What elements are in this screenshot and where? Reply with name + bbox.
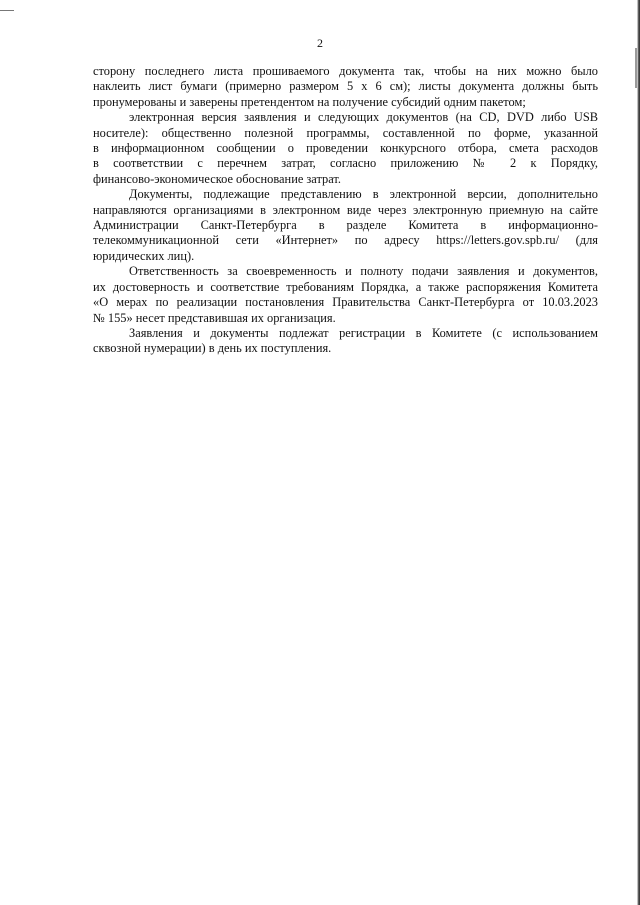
text-line: телекоммуникационной сети «Интернет» по адресу https://letters.gov.spb.ru/ (для [93, 233, 598, 248]
text-line: электронная версия заявления и следующих документов (на CD, DVD либо USB [129, 110, 598, 125]
text-line: сквозной нумерации) в день их поступления. [93, 341, 332, 356]
text-line: финансово-экономическое обоснование затрат. [93, 171, 342, 186]
paragraph-electronic-version [93, 110, 598, 187]
text-line: юридических лиц). [93, 248, 195, 263]
paragraph-online-submission [93, 187, 598, 264]
scan-artifact-mark [635, 48, 637, 88]
text-line: наклеить лист бумаги (примерно размером 5 х 6 см); листы документа должны быть [93, 79, 598, 94]
page-number: 2 [317, 36, 323, 50]
paragraph-responsibility [93, 264, 598, 326]
text-line: их достоверность и соответствие требованиям Порядка, а также распоряжения Комитета [93, 279, 598, 294]
text-line: «О мерах по реализации постановления Правительства Санкт-Петербурга от 10.03.2023 [93, 295, 598, 310]
text-line: Администрации Санкт-Петербурга в разделе Комитета в информационно- [93, 218, 598, 233]
text-line: Документы, подлежащие представлению в электронной версии, дополнительно [129, 187, 598, 202]
paragraph-registration [93, 326, 598, 357]
text-line: Ответственность за своевременность и полноту подачи заявления и документов, [129, 264, 598, 279]
text-line: № 155» несет представившая их организация. [93, 310, 336, 325]
text-line: Заявления и документы подлежат регистрации в Комитете (с использованием [129, 325, 598, 340]
text-line: пронумерованы и заверены претендентом на получение субсидий одним пакетом; [93, 94, 526, 109]
text-line: в информационном сообщении о проведении конкурсного отбора, смета расходов [93, 141, 598, 156]
text-line: сторону последнего листа прошиваемого документа так, чтобы на них можно было [93, 64, 598, 78]
text-line: направляются организациями в электронном виде через электронную приемную на сайте [93, 202, 598, 217]
paragraph-binding-instructions [93, 64, 598, 110]
document-body [93, 64, 598, 357]
text-line: в соответствии с перечнем затрат, согласно приложению № 2 к Порядку, [93, 156, 598, 171]
text-line: носителе): общественно полезной программы, составленной по форме, указанной [93, 125, 598, 140]
scan-artifact-mark [0, 10, 14, 11]
